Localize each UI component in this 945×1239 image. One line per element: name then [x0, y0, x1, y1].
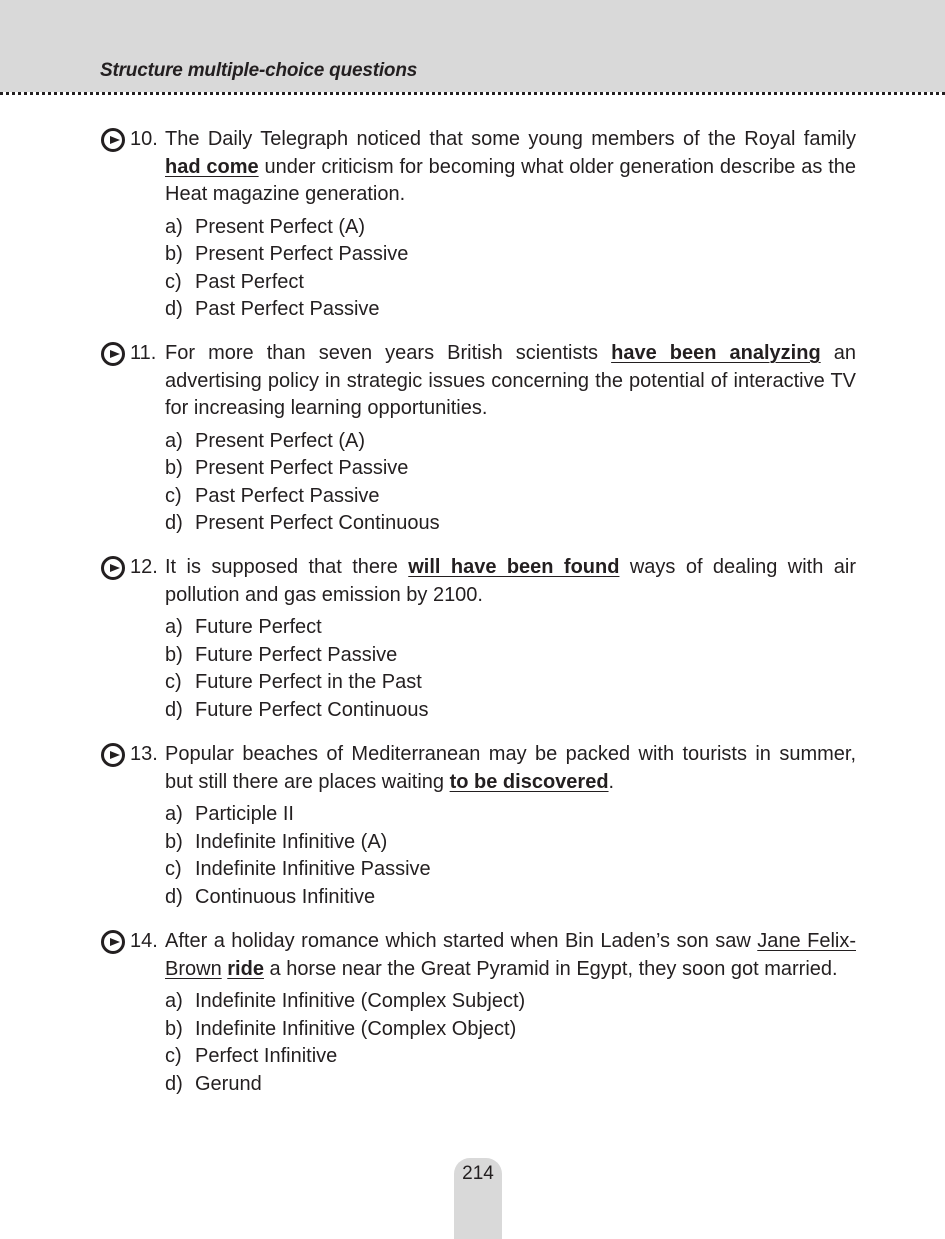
- question-text: [165, 342, 856, 419]
- option-text: Present Perfect (A): [195, 215, 366, 238]
- question-stem: [100, 126, 856, 209]
- arrow-bullet-icon: [100, 127, 126, 153]
- question-text-segment: After a holiday romance which started when Bin Laden’s son saw: [165, 930, 758, 952]
- arrow-bullet-icon: [100, 929, 126, 955]
- question-number: 10.: [130, 128, 158, 150]
- option-letter: d): [165, 512, 183, 535]
- option-text: Present Perfect (A): [195, 429, 366, 452]
- option-text: Present Perfect Passive: [195, 457, 409, 480]
- question-number: 13.: [130, 743, 158, 765]
- dotted-divider: [0, 92, 945, 95]
- question-text-segment: ways of dealing with air pollution and gas emission by 2100.: [165, 556, 856, 606]
- question-stem: [100, 928, 856, 983]
- question-number: 11.: [130, 342, 157, 364]
- question-12: [100, 554, 856, 724]
- option-text: Indefinite Infinitive (A): [195, 830, 388, 853]
- answer-options: [100, 428, 856, 538]
- answer-option: [165, 1043, 856, 1071]
- option-letter: a): [165, 616, 183, 638]
- answer-options: [100, 801, 856, 911]
- highlighted-phrase: ride: [227, 957, 264, 980]
- question-10: [100, 126, 856, 324]
- answer-option: [165, 296, 856, 324]
- section-title: Structure multiple-choice questions: [100, 60, 418, 81]
- answer-option: [165, 669, 856, 697]
- answer-option: [165, 801, 856, 829]
- question-11: [100, 340, 856, 538]
- answer-option: [165, 614, 856, 642]
- question-text-segment: a horse near the Great Pyramid in Egypt, they soon got married.: [263, 957, 838, 980]
- option-letter: d): [165, 298, 183, 321]
- option-letter: b): [165, 643, 183, 666]
- highlighted-phrase: had come: [165, 155, 259, 178]
- answer-option: [165, 829, 856, 857]
- option-letter: b): [165, 830, 183, 853]
- question-14: [100, 928, 856, 1098]
- option-letter: a): [165, 990, 183, 1012]
- answer-option: [165, 483, 856, 511]
- option-letter: b): [165, 243, 183, 266]
- answer-options: [100, 988, 856, 1098]
- page-number: 214: [462, 1163, 494, 1184]
- answer-option: [165, 697, 856, 725]
- option-letter: a): [165, 803, 183, 825]
- option-letter: c): [165, 858, 182, 881]
- option-text: Future Perfect Continuous: [195, 698, 429, 721]
- arrow-bullet-icon: [100, 341, 126, 367]
- arrow-bullet-icon: [100, 742, 126, 768]
- option-text: Future Perfect: [195, 616, 322, 638]
- question-text-segment: under criticism for becoming what older generation describe as the Heat magazine generation.: [165, 155, 856, 205]
- option-text: Past Perfect Passive: [195, 484, 380, 507]
- option-text: Gerund: [195, 1072, 262, 1095]
- answer-option: [165, 241, 856, 269]
- answer-options: [100, 614, 856, 724]
- question-text: [165, 556, 856, 606]
- answer-option: [165, 214, 856, 242]
- option-text: Present Perfect Continuous: [195, 512, 440, 535]
- highlighted-phrase: to be discovered: [449, 770, 609, 793]
- question-text: [165, 128, 856, 205]
- arrow-bullet-icon: [100, 555, 126, 581]
- question-number: 14.: [130, 930, 158, 952]
- option-letter: c): [165, 270, 182, 293]
- question-text: [165, 930, 856, 980]
- answer-option: [165, 642, 856, 670]
- option-text: Indefinite Infinitive (Complex Subject): [195, 990, 526, 1012]
- option-letter: b): [165, 1017, 183, 1040]
- option-text: Future Perfect in the Past: [195, 671, 422, 694]
- answer-option: [165, 269, 856, 297]
- question-text: [165, 743, 856, 793]
- question-text-segment: an advertising policy in strategic issues concerning the potential of interactive TV for increasing learning opportunities.: [165, 342, 856, 419]
- option-text: Present Perfect Passive: [195, 243, 409, 266]
- option-text: Perfect Infinitive: [195, 1045, 338, 1068]
- option-text: Past Perfect Passive: [195, 298, 380, 321]
- question-stem: [100, 741, 856, 796]
- question-text-segment: It is supposed that there: [165, 556, 409, 578]
- answer-option: [165, 988, 856, 1016]
- option-letter: c): [165, 484, 182, 507]
- answer-option: [165, 884, 856, 912]
- question-stem: [100, 554, 856, 609]
- answer-option: [165, 1016, 856, 1044]
- question-text-segment: Popular beaches of Mediterranean may be packed with tourists in summer, but still there are places waiting: [165, 743, 856, 793]
- answer-option: [165, 510, 856, 538]
- option-text: Indefinite Infinitive (Complex Object): [195, 1017, 517, 1040]
- question-text-segment: For more than seven years British scientists: [165, 342, 612, 364]
- option-text: Participle II: [195, 803, 294, 825]
- answer-options: [100, 214, 856, 324]
- answer-option: [165, 428, 856, 456]
- answer-option: [165, 455, 856, 483]
- answer-option: [165, 1071, 856, 1099]
- option-text: Continuous Infinitive: [195, 885, 376, 908]
- option-text: Future Perfect Passive: [195, 643, 398, 666]
- underlined-phrase: Jane Felix-Brown: [165, 930, 856, 980]
- option-letter: d): [165, 1072, 183, 1095]
- question-text-segment: The Daily Telegraph noticed that some young members of the Royal family: [165, 128, 856, 150]
- option-letter: a): [165, 215, 183, 238]
- question-number: 12.: [130, 556, 158, 578]
- question-stem: [100, 340, 856, 423]
- highlighted-phrase: have been analyzing: [611, 342, 821, 364]
- option-letter: d): [165, 885, 183, 908]
- option-text: Indefinite Infinitive Passive: [195, 858, 431, 881]
- option-letter: c): [165, 1045, 182, 1068]
- option-text: Past Perfect: [195, 270, 304, 293]
- question-13: [100, 741, 856, 911]
- highlighted-phrase: will have been found: [408, 556, 620, 578]
- option-letter: a): [165, 429, 183, 452]
- option-letter: c): [165, 671, 182, 694]
- answer-option: [165, 856, 856, 884]
- option-letter: d): [165, 698, 183, 721]
- option-letter: b): [165, 457, 183, 480]
- question-text-segment: .: [608, 770, 615, 793]
